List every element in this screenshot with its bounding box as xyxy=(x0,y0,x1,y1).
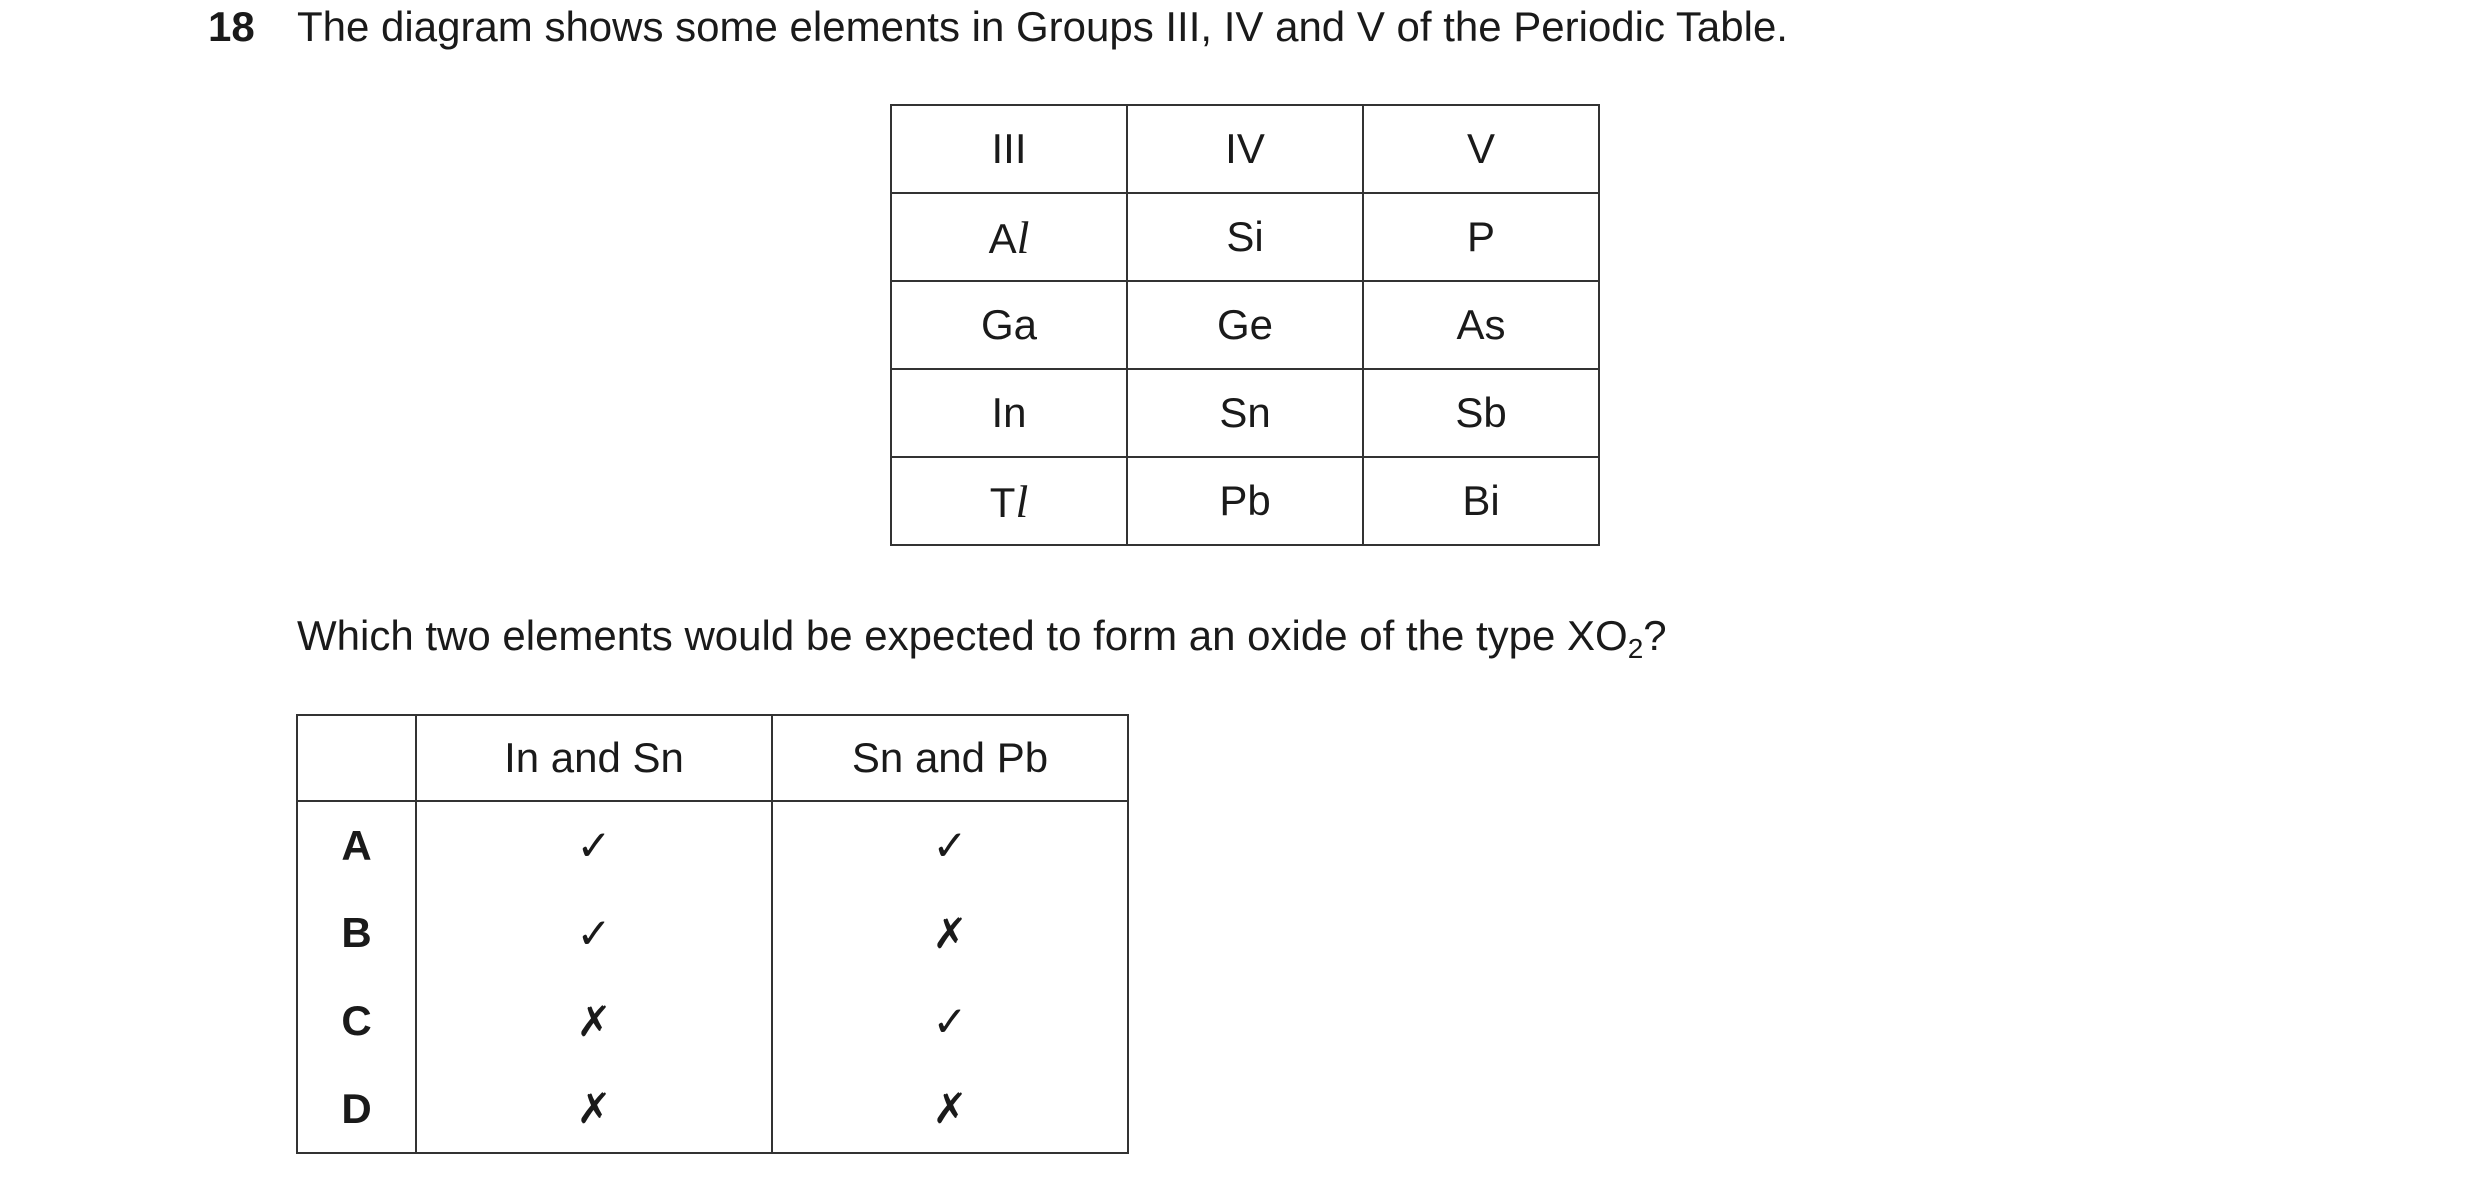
mark-cell: ✗ xyxy=(932,1084,968,1133)
element-cell: Ga xyxy=(891,281,1127,369)
group-header: V xyxy=(1363,105,1599,193)
answer-table xyxy=(296,714,1129,1154)
element-cell: Si xyxy=(1127,193,1363,281)
answer-option-row[interactable] xyxy=(297,801,1128,889)
answer-header-blank xyxy=(297,715,416,801)
mark-cell: ✓ xyxy=(932,996,968,1046)
element-cell: Sb xyxy=(1363,369,1599,457)
answer-option-row[interactable] xyxy=(297,977,1128,1065)
prompt-subscript: 2 xyxy=(1627,633,1644,664)
mark-cell: ✗ xyxy=(416,977,772,1065)
element-cell: Bi xyxy=(1363,457,1599,545)
option-letter: B xyxy=(297,889,416,977)
periodic-row xyxy=(891,457,1599,545)
element-cell: Pb xyxy=(1127,457,1363,545)
element-cell: In xyxy=(891,369,1127,457)
mark-cell: ✗ xyxy=(416,1065,772,1153)
periodic-header-row xyxy=(891,105,1599,193)
group-header: III xyxy=(891,105,1127,193)
element-symbol: T xyxy=(989,478,1016,526)
mark-cell: ✓ xyxy=(932,821,968,870)
periodic-row xyxy=(891,281,1599,369)
periodic-row xyxy=(891,369,1599,457)
element-cell: Sn xyxy=(1127,369,1363,457)
answer-header-row xyxy=(297,715,1128,801)
periodic-row xyxy=(891,193,1599,281)
group-header: IV xyxy=(1127,105,1363,193)
element-cell: P xyxy=(1363,193,1599,281)
option-letter: D xyxy=(297,1065,416,1153)
mark-cell: ✗ xyxy=(932,908,968,958)
answer-option-row[interactable] xyxy=(297,889,1128,977)
element-cell xyxy=(891,193,1127,281)
periodic-table xyxy=(890,104,1600,546)
element-symbol-italic: l xyxy=(1015,475,1029,527)
prompt-end: ? xyxy=(1643,612,1667,659)
mark-cell: ✓ xyxy=(416,889,772,977)
prompt-text xyxy=(297,609,1667,663)
element-cell xyxy=(891,457,1127,545)
answer-column-header: In and Sn xyxy=(416,715,772,801)
element-symbol-italic: l xyxy=(1016,211,1030,263)
element-symbol: A xyxy=(988,214,1017,262)
question-text: The diagram shows some elements in Groups III, IV and V of the Periodic Table. xyxy=(297,3,1788,50)
mark-cell: ✓ xyxy=(416,801,772,889)
prompt-main: Which two elements would be expected to form an oxide of the type XO xyxy=(297,612,1628,659)
option-letter: A xyxy=(297,801,416,889)
option-letter: C xyxy=(297,977,416,1065)
answer-option-row[interactable] xyxy=(297,1065,1128,1153)
answer-column-header: Sn and Pb xyxy=(772,715,1128,801)
element-cell: As xyxy=(1363,281,1599,369)
element-cell: Ge xyxy=(1127,281,1363,369)
question-number: 18 xyxy=(208,3,255,50)
